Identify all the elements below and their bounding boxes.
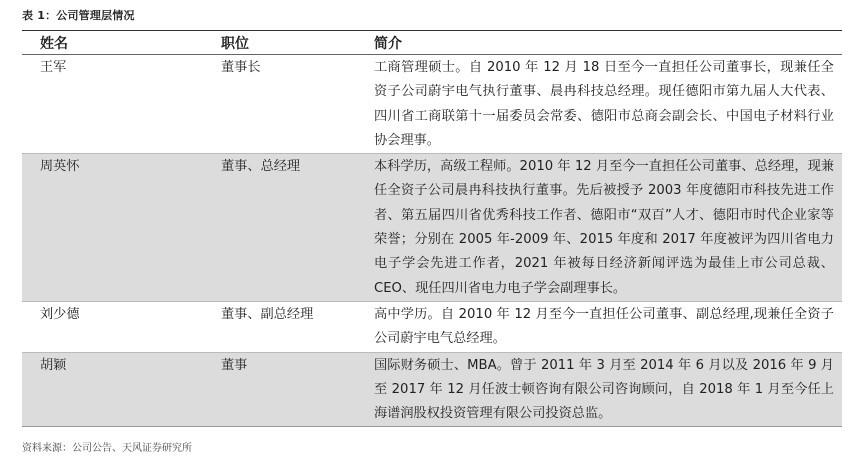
table-row [22,302,842,353]
cell-name: 周英怀 [40,159,80,175]
table-row [22,353,842,427]
header-name: 姓名 [40,35,68,52]
cell-position: 董事长 [221,60,261,75]
cell-intro: 国际财务硕士、MBA。曾于 2011 年 3 月至 2014 年 6 月以及 2016 年 9 月至 2017 年 12 月任波士顿咨询有限公司咨询顾问，自 2018 年 1 月至今任上海谱润股权投资管理有限公司投资总监。 [374,357,834,422]
cell-position: 董事、副总经理 [221,306,314,322]
cell-intro: 工商管理硕士。自 2010 年 12 月 18 日至今一直担任公司董事长，现兼任全资子公司蔚宇电气执行董事、晨冉科技总经理。现任德阳市第九届人大代表、四川省工商联第十一届委员会常委、德阳市总商会副会长、中国电子材料行业协会理事。 [374,60,834,148]
table-header [22,31,842,55]
source-note: 资料来源：公司公告、天风证券研究所 [22,443,192,454]
cell-intro: 高中学历。自 2010 年 12 月至今一直担任公司董事、副总经理,现兼任全资子公司蔚宇电气总经理。 [374,306,834,347]
cell-intro: 本科学历，高级工程师。2010 年 12 月至今一直担任公司董事、总经理，现兼任全资子公司晨冉科技执行董事。先后被授予 2003 年度德阳市科技先进工作者、第五届四川省优秀科技工作者、德阳市“双百”人才、德阳市时代企业家等荣誉；分别在 2005 年-2009 年、2015 年度和 2017 年度被评为四川省电力电子学会先进工作者，2021 年被每日经济新闻评选为最佳上市公司总裁、CEO、现任四川省电力电子学会副理事长。 [374,159,834,296]
table-row [22,55,842,154]
cell-position: 董事 [221,357,248,373]
header-intro: 简介 [374,35,402,52]
cell-position: 董事、总经理 [221,159,301,175]
table-row [22,154,842,302]
cell-name: 王军 [40,60,67,75]
cell-name: 刘少德 [40,306,80,322]
cell-name: 胡颖 [40,357,67,373]
header-position: 职位 [221,35,249,52]
management-table [22,30,842,427]
table-caption: 表 1：公司管理层情况 [22,9,135,22]
